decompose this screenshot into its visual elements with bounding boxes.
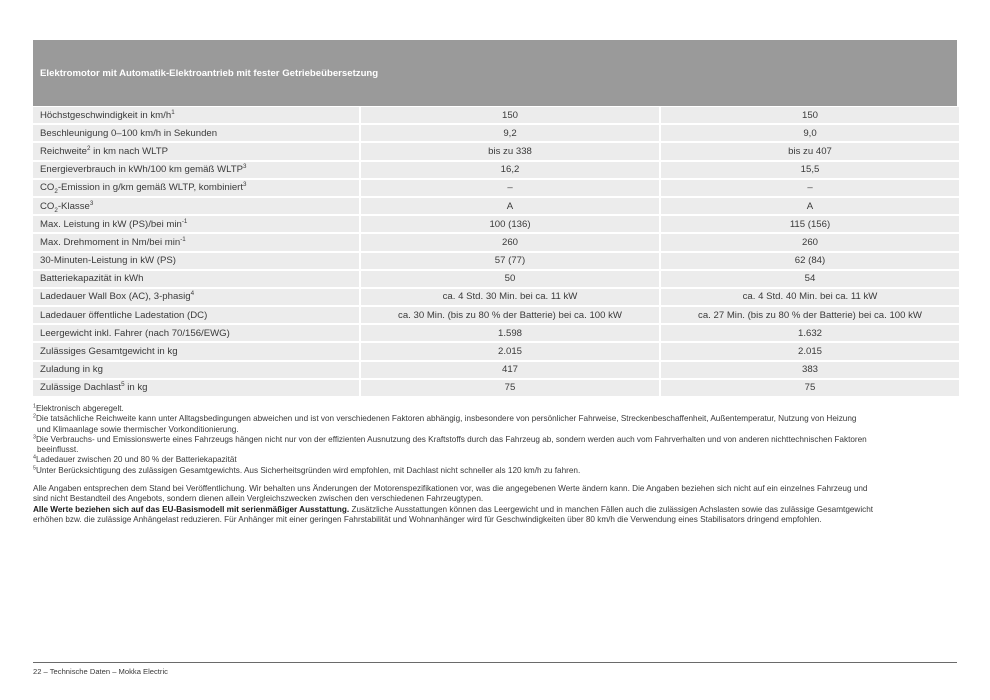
row-value-2: ca. 4 Std. 40 Min. bei ca. 11 kW	[660, 288, 959, 306]
row-label: Batteriekapazität in kWh	[33, 270, 360, 288]
table-row	[33, 197, 959, 215]
row-label: Energieverbrauch in kWh/100 km gemäß WLTP$^3$	[33, 161, 360, 179]
row-label: Leergewicht inkl. Fahrer (nach 70/156/EWG)	[33, 324, 360, 342]
table-row	[33, 324, 959, 342]
footnote-continuation: und Klimaanlage sowie thermischer Vorkonditionierung.	[37, 424, 239, 434]
table-row	[33, 107, 959, 124]
row-label: Max. Drehmoment in Nm/bei $\min^{-1}$	[33, 233, 360, 251]
row-value-1: 57 (77)	[360, 252, 660, 270]
table-row	[33, 124, 959, 142]
row-value-2: 1.632	[660, 324, 959, 342]
page-footer: 22 – Technische Daten – Mokka Electric	[33, 667, 168, 676]
table-row	[33, 161, 959, 179]
row-value-1: –	[360, 179, 660, 197]
footer-divider	[33, 662, 957, 663]
row-value-1: 2.015	[360, 342, 660, 360]
table-row	[33, 142, 959, 160]
table-row	[33, 306, 959, 324]
row-value-1: bis zu 338	[360, 142, 660, 160]
footnote: $^3$Die Verbrauchs- und Emissionswerte eines Fahrzeugs hängen nicht nur von der effizienten Ausnutzung des Kraftstoffs durch das Fahrzeug ab, sondern werden auch vom Fahrverhalten und von anderen nichttechnischen Faktoren	[33, 434, 867, 444]
row-value-1: 260	[360, 233, 660, 251]
table-row	[33, 379, 959, 397]
table-row	[33, 270, 959, 288]
row-value-1: 16,2	[360, 161, 660, 179]
table-header-bar	[33, 40, 957, 106]
table-row	[33, 342, 959, 360]
row-value-2: 383	[660, 361, 959, 379]
row-label: Beschleunigung 0–100 km/h in Sekunden	[33, 124, 360, 142]
row-label: Höchstgeschwindigkeit in $km/h^1$	[33, 107, 360, 124]
row-value-2: 115 (156)	[660, 215, 959, 233]
table-title: Elektromotor mit Automatik-Elektroantrieb mit fester Getriebeübersetzung	[40, 68, 379, 79]
row-value-1: 100 (136)	[360, 215, 660, 233]
footnote: $^4$Ladedauer zwischen 20 und 80 % der Batteriekapazität	[33, 454, 237, 465]
row-value-1: 9,2	[360, 124, 660, 142]
table-row	[33, 288, 959, 306]
table-row	[33, 233, 959, 251]
row-value-2: 62 (84)	[660, 252, 959, 270]
row-value-1: 417	[360, 361, 660, 379]
row-value-2: 54	[660, 270, 959, 288]
row-label: 30-Minuten-Leistung in kW (PS)	[33, 252, 360, 270]
row-value-2: bis zu 407	[660, 142, 959, 160]
row-label: Zulässige Dachlast$^5$ in kg	[33, 379, 360, 397]
row-value-2: –	[660, 179, 959, 197]
row-value-1: 75	[360, 379, 660, 397]
row-value-2: 2.015	[660, 342, 959, 360]
footnotes	[33, 404, 959, 525]
row-value-2: A	[660, 197, 959, 215]
disclaimer-bold: Alle Werte beziehen sich auf das EU-Basismodell mit serienmäßiger Ausstattung.	[33, 504, 350, 514]
footnote: $^5$Unter Berücksichtigung des zulässigen Gesamtgewichts. Aus Sicherheitsgründen wird empfohlen, mit Dachlast nicht schneller als 120 km/h zu fahren.	[33, 465, 581, 475]
spec-table	[33, 107, 959, 398]
row-value-2: 150	[660, 107, 959, 124]
row-value-2: 9,0	[660, 124, 959, 142]
row-value-1: ca. 30 Min. (bis zu 80 % der Batterie) bei ca. 100 kW	[360, 306, 660, 324]
table-row	[33, 215, 959, 233]
row-label: Reichweite$^2$ in km nach WLTP	[33, 142, 360, 160]
row-label: Zuladung in kg	[33, 361, 360, 379]
disclaimer-line: Alle Werte beziehen sich auf das EU-Basismodell mit serienmäßiger Ausstattung. Zusätzliche Ausstattungen können das Leergewicht und in manchen Fällen auch die zulässigen Achslasten sowie das zulässige Gesamtgewicht	[33, 504, 874, 514]
row-label: Ladedauer öffentliche Ladestation (DC)	[33, 306, 360, 324]
row-label: $CO_2-Klasse^3$	[33, 197, 360, 215]
footnote: $^2$Die tatsächliche Reichweite kann unter Alltagsbedingungen abweichen und ist von verschiedenen Faktoren abhängig, insbesondere von persönlicher Fahrweise, Streckenbeschaffenheit, Außentemperatur, Nutzung von Heizung	[33, 413, 857, 424]
table-row	[33, 179, 959, 197]
footnote: $^1$Elektronisch abgeregelt.	[33, 403, 124, 413]
footnote-continuation: beeinflusst.	[37, 445, 79, 455]
row-label: Ladedauer Wall Box (AC), 3-phasig$^4$	[33, 288, 360, 306]
row-value-2: ca. 27 Min. (bis zu 80 % der Batterie) bei ca. 100 kW	[660, 306, 959, 324]
table-row	[33, 361, 959, 379]
row-label: Zulässiges Gesamtgewicht in kg	[33, 342, 360, 360]
row-value-1: A	[360, 197, 660, 215]
row-value-1: 1.598	[360, 324, 660, 342]
table-row	[33, 252, 959, 270]
row-label: Max. Leistung in kW (PS)/bei $\min^{-1}$	[33, 215, 360, 233]
row-value-2: 260	[660, 233, 959, 251]
row-label: $CO_2$-Emission in g/km gemäß WLTP, kombiniert$^3$	[33, 179, 360, 197]
row-value-1: 50	[360, 270, 660, 288]
row-value-2: 75	[660, 379, 959, 397]
row-value-2: 15,5	[660, 161, 959, 179]
row-value-1: 150	[360, 107, 660, 124]
disclaimer-line: Alle Angaben entsprechen dem Stand bei Veröffentlichung. Wir behalten uns Änderungen der Motorenspezifikationen vor, was die angegebenen Werte ändern kann. Die Angaben beziehen sich nicht auf ein einzelnes Fahrzeug und	[33, 484, 868, 494]
disclaimer-line: sind nicht Bestandteil des Angebots, sondern dienen allein Vergleichszwecken zwischen den verschiedenen Fahrzeugtypen.	[33, 494, 484, 504]
disclaimer-line: erhöhen bzw. die zulässige Anhängelast reduzieren. Für Anhänger mit einer geringen Fahrstabilität und Wohnanhänger wird für Geschwindigkeiten über 80 km/h die Verwendung eines Stabilisators dringend empfohlen.	[33, 514, 822, 524]
row-value-1: ca. 4 Std. 30 Min. bei ca. 11 kW	[360, 288, 660, 306]
